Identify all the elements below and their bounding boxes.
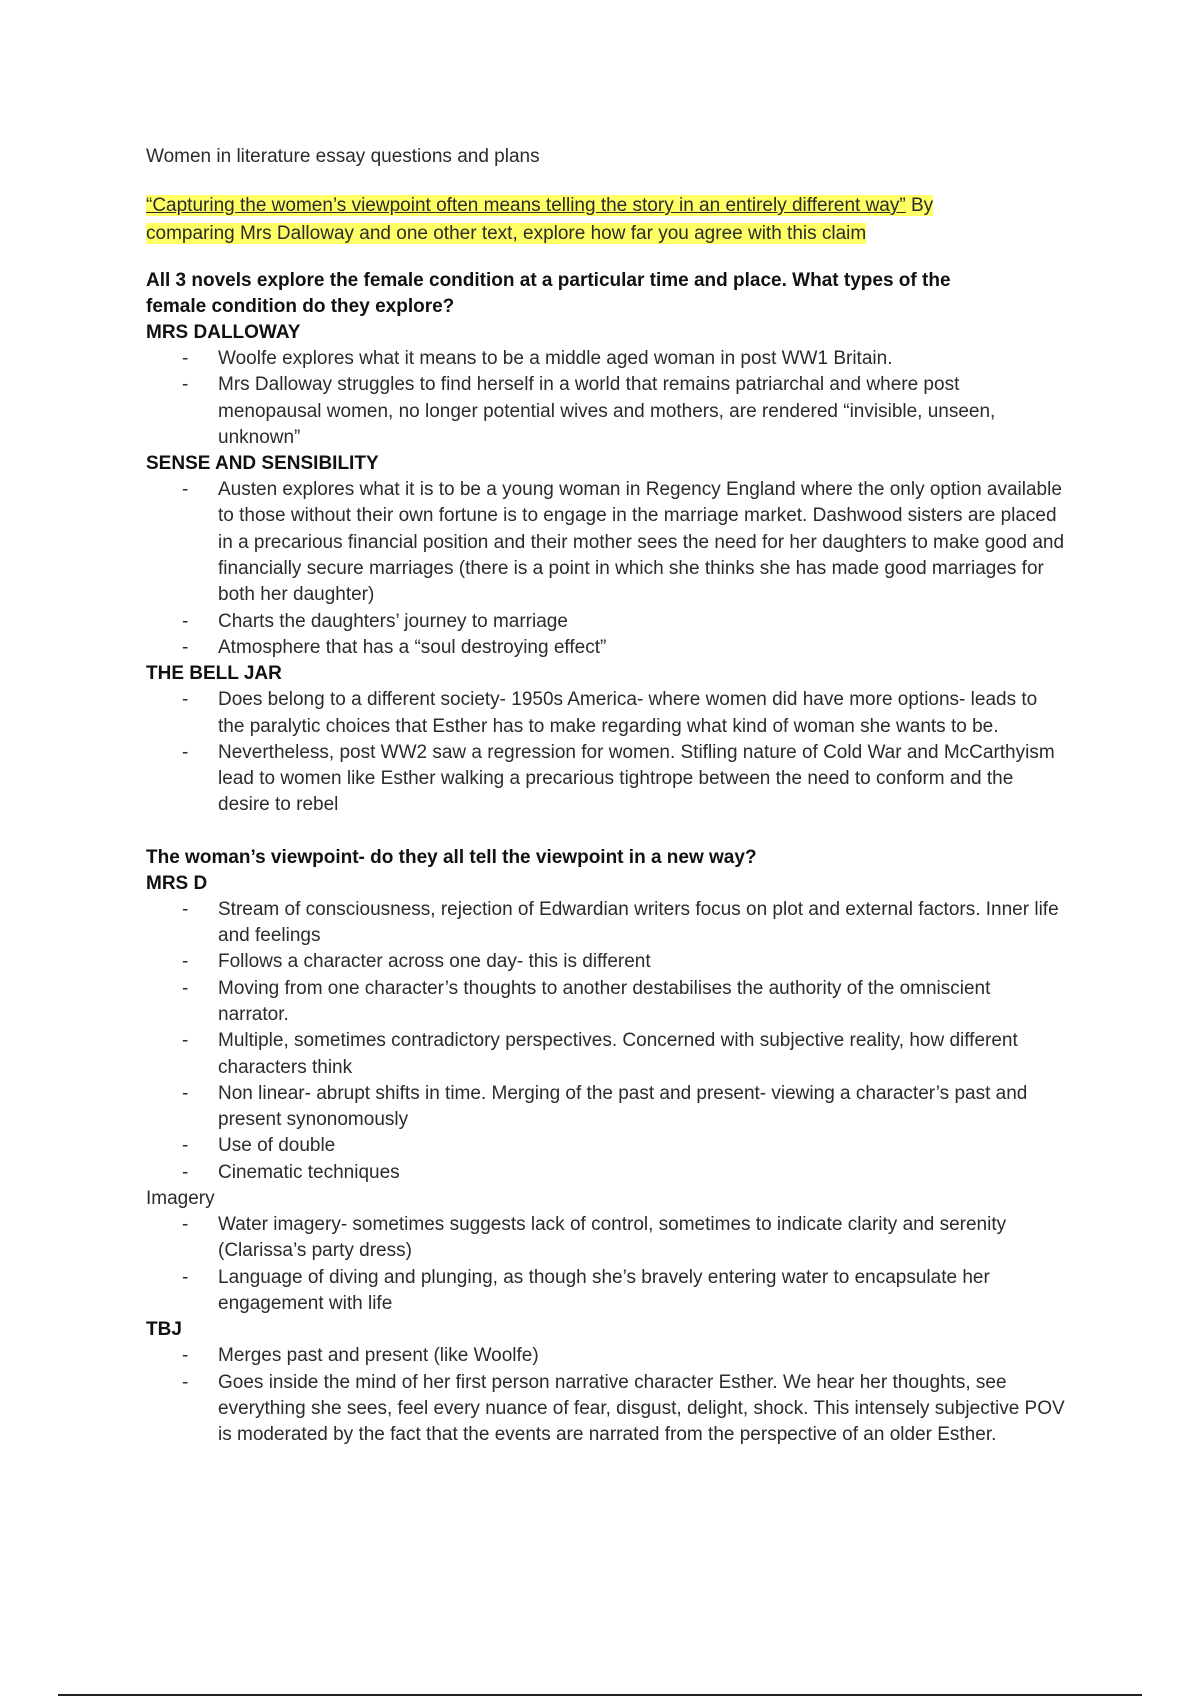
- list-sense-and-sensibility: [146, 477, 1066, 661]
- list-item-text: Cinematic techniques: [218, 1161, 400, 1183]
- bullet-dash: -: [182, 951, 189, 973]
- page-bottom-rule: [58, 1694, 1142, 1696]
- bullet-dash: -: [182, 1082, 189, 1104]
- bullet-dash: -: [182, 1345, 189, 1367]
- list-item: [146, 976, 1066, 1029]
- list-item: [146, 1133, 1066, 1159]
- list-item-text: Charts the daughters’ journey to marriage: [218, 610, 568, 632]
- bullet-dash: -: [182, 374, 189, 396]
- list-item: [146, 1343, 1066, 1369]
- list-item: [146, 609, 1066, 635]
- list-item: [146, 687, 1066, 740]
- bullet-dash: -: [182, 741, 189, 763]
- section1-question: [146, 268, 1066, 320]
- section2-question: The woman’s viewpoint- do they all tell the viewpoint in a new way?: [146, 846, 757, 868]
- essay-question: [146, 192, 1066, 248]
- bullet-dash: -: [182, 1030, 189, 1052]
- list-the-bell-jar: [146, 687, 1066, 818]
- list-item-text: Non linear- abrupt shifts in time. Merging of the past and present- viewing a character’s past and present synonomously: [218, 1082, 1028, 1131]
- essay-question-line2: comparing Mrs Dalloway and one other text, explore how far you agree with this claim: [146, 223, 867, 244]
- list-item-text: Multiple, sometimes contradictory perspectives. Concerned with subjective reality, how different characters think: [218, 1030, 1018, 1078]
- list-item-text: Stream of consciousness, rejection of Edwardian writers focus on plot and external factors. Inner life and feelings: [218, 898, 1059, 947]
- document-page: [146, 144, 1066, 1448]
- bullet-dash: -: [182, 636, 189, 658]
- essay-question-by: By: [905, 195, 934, 216]
- heading-sense-and-sensibility: SENSE AND SENSIBILITY: [146, 453, 379, 475]
- list-item-text: Moving from one character’s thoughts to another destabilises the authority of the omniscient narrator.: [218, 977, 991, 1025]
- list-mrs-dalloway: [146, 346, 1066, 451]
- essay-quote: “Capturing the women’s viewpoint often means telling the story in an entirely different way”: [146, 195, 906, 216]
- list-item: [146, 1160, 1066, 1186]
- list-item: [146, 372, 1066, 451]
- list-item: [146, 897, 1066, 950]
- list-item-text: Woolfe explores what it means to be a middle aged woman in post WW1 Britain.: [218, 348, 893, 369]
- list-item: [146, 740, 1066, 819]
- bullet-dash: -: [182, 1161, 189, 1183]
- bullet-dash: -: [182, 1214, 189, 1236]
- list-item: [146, 1212, 1066, 1265]
- heading-tbj: TBJ: [146, 1319, 182, 1341]
- bullet-dash: -: [182, 977, 189, 999]
- list-item: [146, 477, 1066, 608]
- list-item-text: Use of double: [218, 1135, 336, 1157]
- bullet-dash: -: [182, 1135, 189, 1157]
- list-item: [146, 1370, 1066, 1449]
- spacer: [146, 819, 1066, 845]
- list-item: [146, 949, 1066, 975]
- section1-question-line1: All 3 novels explore the female condition at a particular time and place. What types of the: [146, 270, 951, 291]
- list-item-text: Atmosphere that has a “soul destroying effect”: [218, 636, 607, 658]
- document-title: Women in literature essay questions and plans: [146, 146, 540, 167]
- section1-question-line2: female condition do they explore?: [146, 296, 455, 317]
- list-mrs-d: [146, 897, 1066, 1186]
- bullet-dash: -: [182, 1266, 189, 1288]
- list-item-text: Follows a character across one day- this is different: [218, 951, 651, 973]
- heading-imagery: Imagery: [146, 1188, 215, 1210]
- heading-the-bell-jar: THE BELL JAR: [146, 663, 282, 685]
- list-item-text: Nevertheless, post WW2 saw a regression for women. Stifling nature of Cold War and McCarthyism lead to women like Esther walking a precarious tightrope between the need to conform and the desire to rebel: [218, 741, 1055, 816]
- list-item-text: Language of diving and plunging, as though she’s bravely entering water to encapsulate her engagement with life: [218, 1266, 990, 1314]
- heading-mrs-dalloway: MRS DALLOWAY: [146, 322, 301, 343]
- heading-mrs-d: MRS D: [146, 872, 208, 894]
- list-item-text: Does belong to a different society- 1950s America- where women did have more options- leads to the paralytic choices that Esther has to make regarding what kind of woman she wants to be.: [218, 689, 1038, 737]
- bullet-dash: -: [182, 348, 189, 369]
- bullet-dash: -: [182, 898, 189, 920]
- bullet-dash: -: [182, 689, 189, 711]
- bullet-dash: -: [182, 610, 189, 632]
- list-item: [146, 1081, 1066, 1134]
- list-item: [146, 1265, 1066, 1318]
- list-item-text: Mrs Dalloway struggles to find herself in a world that remains patriarchal and where post menopausal women, no longer potential wives and mothers, are rendered “invisible, unseen, unknown”: [218, 374, 996, 448]
- list-item-text: Merges past and present (like Woolfe): [218, 1345, 539, 1367]
- bullet-dash: -: [182, 1371, 189, 1393]
- list-item-text: Austen explores what it is to be a young woman in Regency England where the only option available to those without their own fortune is to engage in the marriage market. Dashwood sisters are placed in a precarious financial position and their mother sees the need for her daughters to make good and financially secure marriages (there is a point in which she thinks she has made good marriages for both her daughter): [218, 479, 1065, 606]
- list-item: [146, 346, 1066, 372]
- list-tbj: [146, 1343, 1066, 1448]
- list-item: [146, 1028, 1066, 1081]
- list-item-text: Water imagery- sometimes suggests lack of control, sometimes to indicate clarity and serenity (Clarissa’s party dress): [218, 1214, 1007, 1262]
- list-item-text: Goes inside the mind of her first person narrative character Esther. We hear her thoughts, see everything she sees, feel every nuance of fear, disgust, delight, shock. This intensely subjective POV is moderated by the fact that the events are narrated from the perspective of an older Esther.: [218, 1371, 1065, 1446]
- list-item: [146, 635, 1066, 661]
- list-imagery: [146, 1212, 1066, 1317]
- bullet-dash: -: [182, 479, 189, 501]
